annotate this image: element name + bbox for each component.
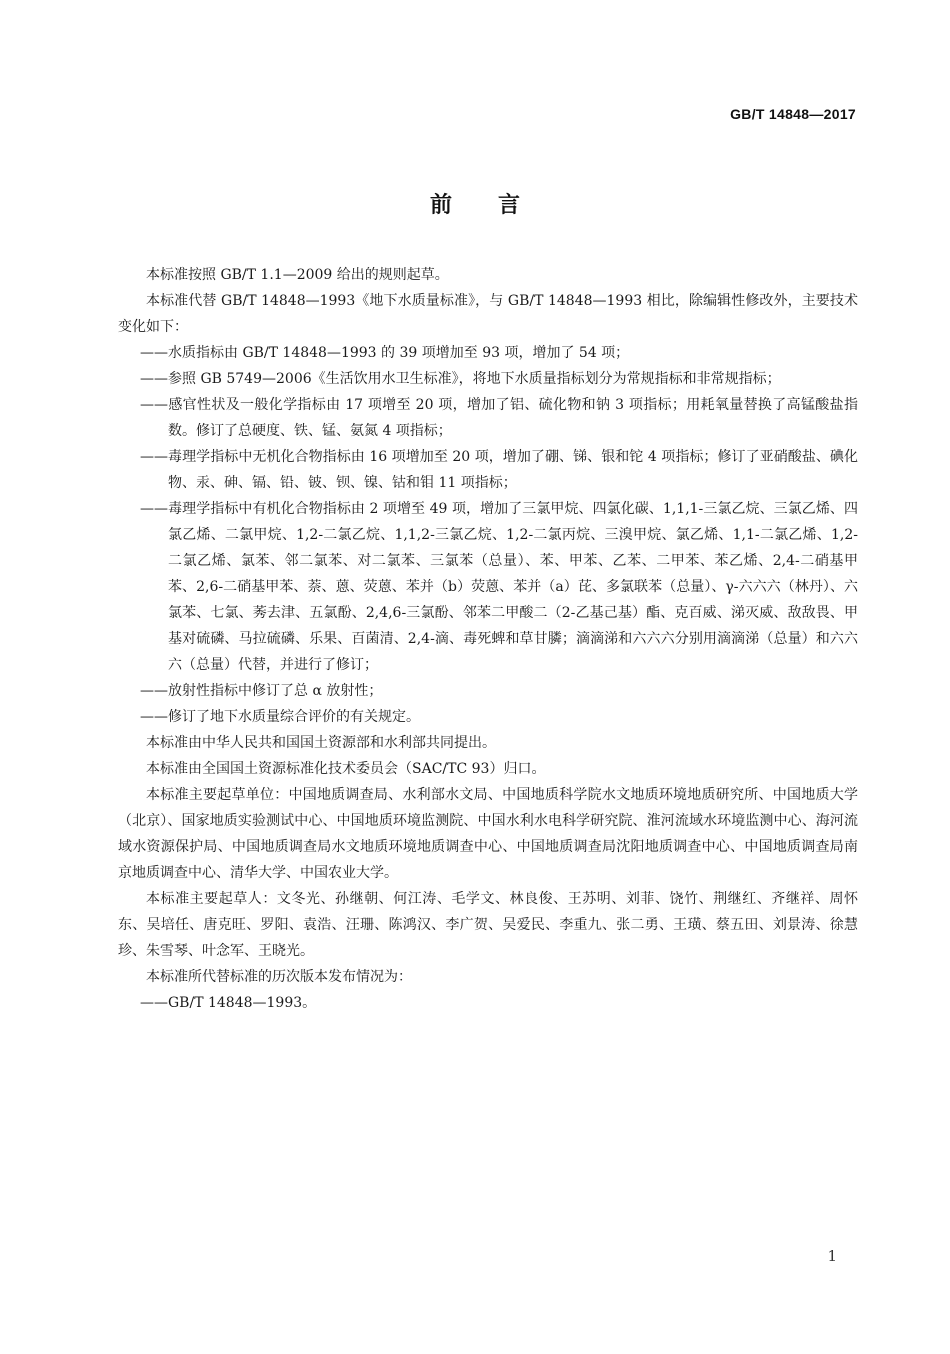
paragraph-drafting-units: 本标准主要起草单位：中国地质调查局、水利部水文局、中国地质科学院水文地质环境地质研究所、中国地质大学（北京）、国家地质实验测试中心、中国地质环境监测院、中国水利水电科学研究院、淮河流域水环境监测中心、海河流域水资源保护局、中国地质调查局水文地质环境地质调查中心、中国地质调查局沈阳地质调查中心、中国地质调查局南京地质调查中心、清华大学、中国农业大学。 — [118, 787, 858, 881]
page-title: 前言 — [429, 193, 566, 218]
change-item-indicator-count: ——水质指标由 GB/T 14848—1993 的 39 项增加至 93 项，增加了 54 项； — [140, 345, 630, 361]
change-item-inorganic-indicators: ——毒理学指标中无机化合物指标由 16 项增加至 20 项，增加了硼、锑、银和铊 4 项指标；修订了亚硝酸盐、碘化物、汞、砷、镉、铅、铍、钡、镍、钴和钼 11 项指标； — [140, 449, 858, 491]
change-item-radioactivity: ——放射性指标中修订了总 α 放射性； — [140, 683, 383, 699]
standard-code: GB/T 14848—2017 — [730, 106, 856, 122]
paragraph-drafters: 本标准主要起草人：文冬光、孙继朝、何江涛、毛学文、林良俊、王苏明、刘菲、饶竹、荆继红、齐继祥、周怀东、吴培任、唐克旺、罗阳、袁浩、汪珊、陈鸿汉、李广贺、吴爱民、李重九、张二勇、王璜、蔡五田、刘景涛、徐慧珍、朱雪琴、叶念军、王晓光。 — [118, 891, 858, 959]
paragraph-proposed-by: 本标准由中华人民共和国国土资源部和水利部共同提出。 — [146, 735, 496, 751]
change-item-sensory-indicators: ——感官性状及一般化学指标由 17 项增至 20 项，增加了铝、硫化物和钠 3 项指标；用耗氧量替换了高锰酸盐指数。修订了总硬度、铁、锰、氨氮 4 项指标； — [140, 397, 858, 439]
paragraph-drafting-rules: 本标准按照 GB/T 1.1—2009 给出的规则起草。 — [146, 267, 449, 283]
paragraph-replaces-standard: 本标准代替 GB/T 14848—1993《地下水质量标准》，与 GB/T 14848—1993 相比，除编辑性修改外，主要技术变化如下： — [118, 293, 858, 335]
document-body — [118, 262, 858, 1016]
page-number: 1 — [827, 1247, 837, 1265]
previous-edition-item: ——GB/T 14848—1993。 — [140, 995, 317, 1011]
paragraph-previous-editions: 本标准所代替标准的历次版本发布情况为： — [146, 969, 412, 985]
paragraph-administered-by: 本标准由全国国土资源标准化技术委员会（SAC/TC 93）归口。 — [146, 761, 546, 777]
change-item-evaluation: ——修订了地下水质量综合评价的有关规定。 — [140, 709, 420, 725]
change-item-organic-indicators: ——毒理学指标中有机化合物指标由 2 项增至 49 项，增加了三氯甲烷、四氯化碳、1,1,1-三氯乙烷、三氯乙烯、四氯乙烯、二氯甲烷、1,2-二氯乙烷、1,1,2-三氯乙烷、1,2-二氯丙烷、三溴甲烷、氯乙烯、1,1-二氯乙烯、1,2-二氯乙烯、氯苯、邻二氯苯、对二氯苯、三氯苯（总量）、苯、甲苯、乙苯、二甲苯、苯乙烯、2,4-二硝基甲苯、2,6-二硝基甲苯、萘、蒽、荧蒽、苯并（b）荧蒽、苯并（a）芘、多氯联苯（总量）、γ-六六六（林丹）、六氯苯、七氯、莠去津、五氯酚、2,4,6-三氯酚、邻苯二甲酸二（2-乙基己基）酯、克百威、涕灭威、敌敌畏、甲基对硫磷、马拉硫磷、乐果、百菌清、2,4-滴、毒死蜱和草甘膦；滴滴涕和六六六分别用滴滴涕（总量）和六六六（总量）代替，并进行了修订； — [140, 501, 858, 673]
change-item-classification: ——参照 GB 5749—2006《生活饮用水卫生标准》，将地下水质量指标划分为常规指标和非常规指标； — [140, 371, 781, 387]
